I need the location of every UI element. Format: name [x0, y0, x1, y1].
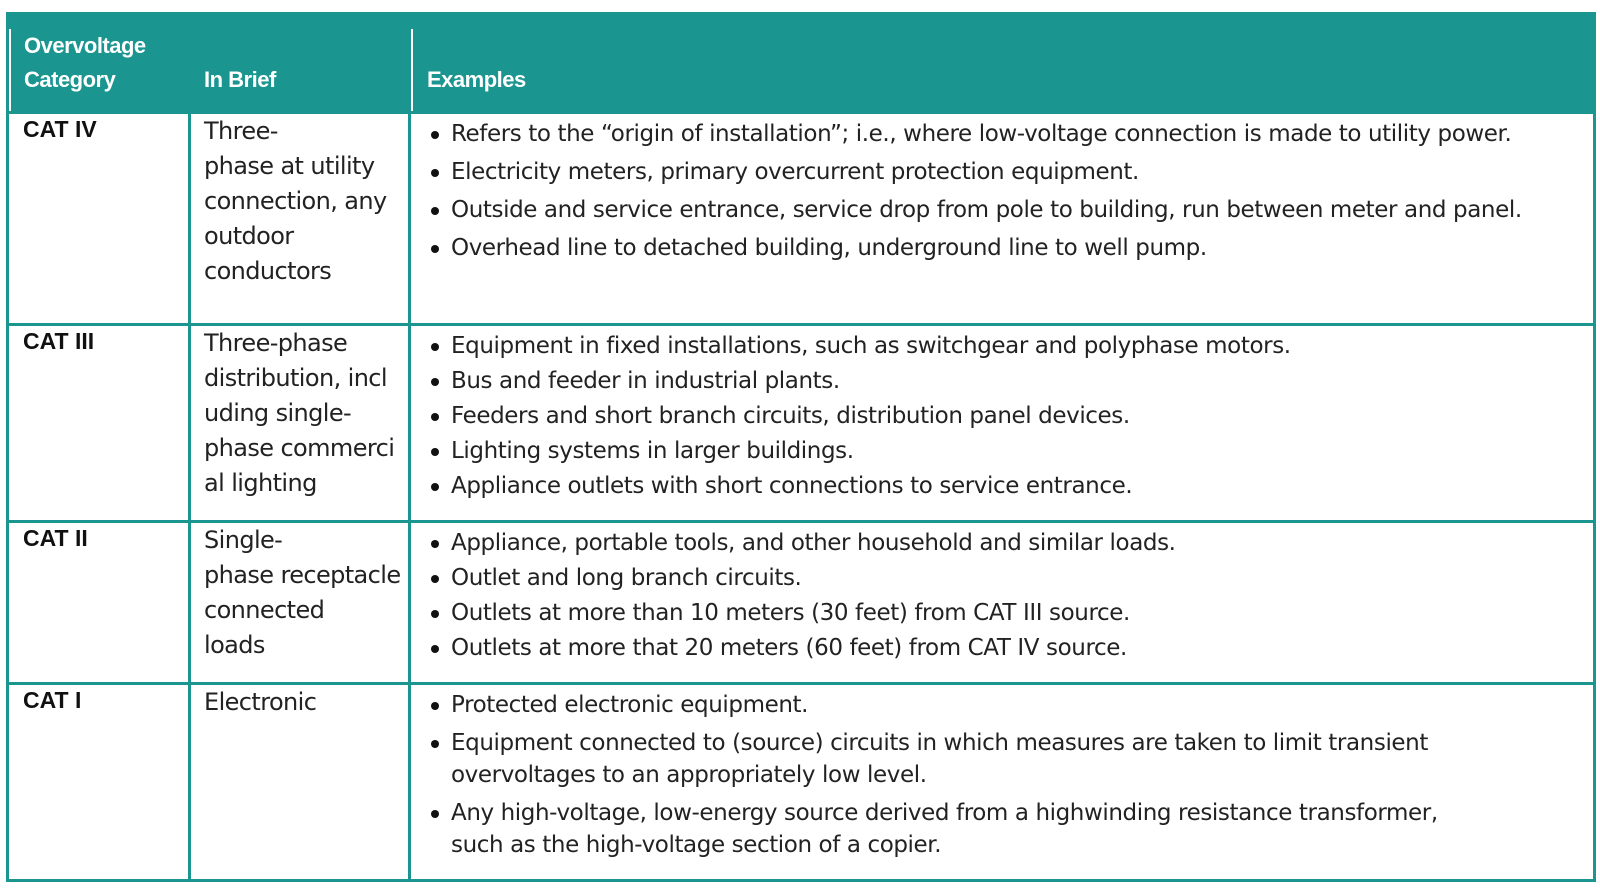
brief-line: Single-	[204, 526, 283, 554]
brief-cell	[204, 523, 404, 663]
category-cell: CAT III	[23, 328, 95, 354]
list-item: Outlets at more than 10 meters (30 feet) from CAT III source.	[427, 597, 1583, 629]
brief-line: al lighting	[204, 469, 317, 497]
list-item: Appliance outlets with short connections to service entrance.	[427, 470, 1583, 502]
brief-line: connected	[204, 596, 325, 624]
header-category-line2: Category	[24, 67, 116, 92]
brief-cell	[204, 326, 404, 501]
list-item: Outside and service entrance, service drop from pole to building, run between meter and panel.	[427, 194, 1583, 226]
category-cell: CAT I	[23, 687, 82, 713]
list-item: Outlet and long branch circuits.	[427, 562, 1583, 594]
header-category	[24, 29, 146, 97]
list-item: Protected electronic equipment.	[427, 689, 1443, 721]
list-item: Appliance, portable tools, and other household and similar loads.	[427, 527, 1583, 559]
table-header	[9, 15, 1593, 111]
brief-line: uding single-	[204, 399, 352, 427]
brief-line: connection, any	[204, 187, 387, 215]
list-item: Any high-voltage, low-energy source derived from a highwinding resistance transformer, such as the high-voltage section of a copier.	[427, 797, 1443, 861]
examples-list	[427, 118, 1583, 270]
header-examples-divider	[411, 29, 413, 111]
brief-line: phase at utility	[204, 152, 375, 180]
category-cell: CAT II	[23, 525, 88, 551]
brief-cell	[204, 114, 404, 289]
brief-line: Three-	[204, 117, 278, 145]
brief-cell	[204, 685, 404, 720]
brief-line: outdoor	[204, 222, 294, 250]
brief-line: Three-phase	[204, 329, 348, 357]
table-row-cat-i	[9, 682, 1593, 879]
overvoltage-category-table	[6, 12, 1596, 882]
examples-list	[427, 527, 1583, 667]
brief-line: phase receptacle	[204, 561, 401, 589]
table-row-cat-iv	[9, 111, 1593, 325]
examples-list	[427, 689, 1443, 867]
examples-list	[427, 330, 1583, 505]
brief-line: loads	[204, 631, 265, 659]
header-brief: In Brief	[204, 67, 276, 92]
table-row-cat-ii	[9, 520, 1593, 682]
list-item: Lighting systems in larger buildings.	[427, 435, 1583, 467]
list-item: Feeders and short branch circuits, distribution panel devices.	[427, 400, 1583, 432]
header-examples: Examples	[427, 67, 526, 92]
brief-line: Electronic	[204, 688, 317, 716]
category-cell: CAT IV	[23, 116, 97, 142]
header-left-divider	[9, 29, 11, 111]
brief-line: phase commerci	[204, 434, 395, 462]
list-item: Overhead line to detached building, underground line to well pump.	[427, 232, 1583, 264]
list-item: Electricity meters, primary overcurrent protection equipment.	[427, 156, 1583, 188]
table-row-cat-iii	[9, 323, 1593, 521]
brief-line: conductors	[204, 257, 332, 285]
list-item: Outlets at more that 20 meters (60 feet) from CAT IV source.	[427, 632, 1583, 664]
brief-line: distribution, incl	[204, 364, 387, 392]
list-item: Equipment connected to (source) circuits in which measures are taken to limit transient overvoltages to an appropriately low level.	[427, 727, 1443, 791]
header-category-line1: Overvoltage	[24, 33, 146, 58]
list-item: Bus and feeder in industrial plants.	[427, 365, 1583, 397]
list-item: Equipment in fixed installations, such as switchgear and polyphase motors.	[427, 330, 1583, 362]
list-item: Refers to the “origin of installation”; i.e., where low-voltage connection is made to utility power.	[427, 118, 1583, 150]
